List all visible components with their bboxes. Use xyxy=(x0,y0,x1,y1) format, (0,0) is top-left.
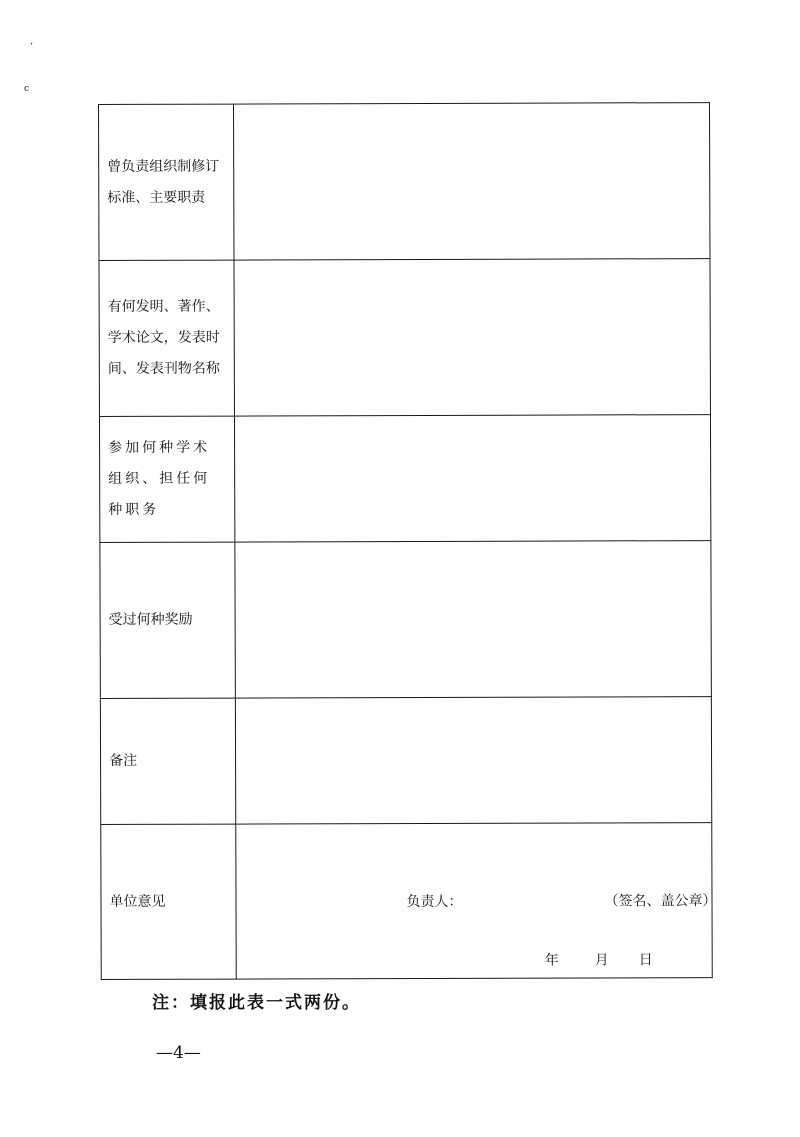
month-label: 月 xyxy=(594,952,609,969)
row-label-organizations xyxy=(99,416,234,542)
field-standards[interactable] xyxy=(234,103,710,260)
form-row-remarks xyxy=(100,697,711,825)
row-label-remarks xyxy=(100,698,235,824)
scan-mark-top: ʻ xyxy=(30,42,33,52)
field-organizations[interactable] xyxy=(234,415,710,542)
row-label-awards xyxy=(100,542,235,698)
row-label-unit-opinion xyxy=(101,824,236,979)
row-label-publications xyxy=(99,260,234,416)
responsible-person-label: 负责人： xyxy=(406,893,463,911)
row-label-standards xyxy=(99,104,234,260)
form-row-publications xyxy=(99,259,710,417)
row-label-text: 曾负责组织制修订标准、主要职责 xyxy=(107,158,220,206)
row-label-text: 单位意见 xyxy=(109,893,166,910)
footnote: 注：填报此表一式两份。 xyxy=(152,993,361,1013)
application-form-table xyxy=(98,102,717,980)
signature-stamp-hint: （签名、盖公章） xyxy=(604,893,717,910)
form-row-unit-opinion xyxy=(101,823,712,980)
row-label-text: 参加何种学术组织、担任何种职务 xyxy=(108,439,211,518)
day-label: 日 xyxy=(638,952,653,969)
signature-area xyxy=(236,823,717,978)
date-line xyxy=(545,949,653,969)
form-row-organizations xyxy=(99,415,710,543)
form-row-standards xyxy=(99,103,710,261)
row-label-text: 备注 xyxy=(109,752,138,769)
field-remarks[interactable] xyxy=(235,697,711,824)
form-row-awards xyxy=(100,541,711,699)
field-publications[interactable] xyxy=(234,259,710,416)
year-label: 年 xyxy=(544,952,559,969)
field-awards[interactable] xyxy=(235,541,711,698)
row-label-text: 受过何种奖励 xyxy=(108,611,193,628)
field-unit-opinion[interactable] xyxy=(236,823,717,979)
row-label-text: 有何发明、著作、学术论文，发表时间、发表刊物名称 xyxy=(107,298,220,377)
scan-mark-bottom: c xyxy=(24,84,30,94)
page-number: —4— xyxy=(156,1043,201,1063)
